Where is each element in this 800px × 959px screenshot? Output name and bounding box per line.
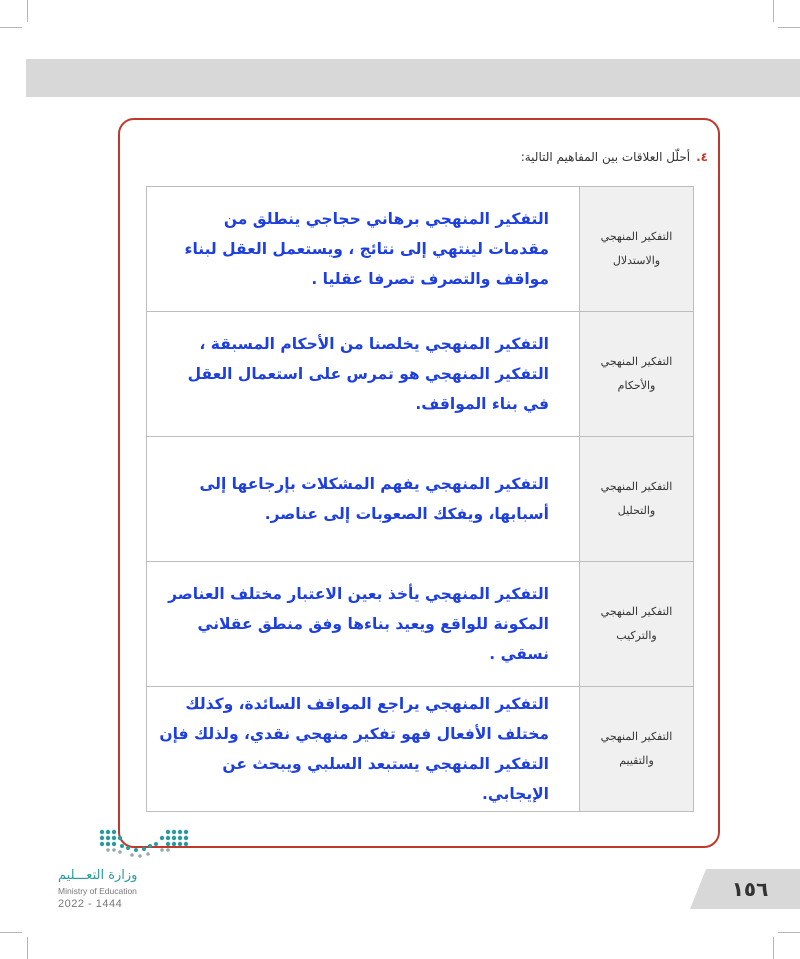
answer-cell[interactable]: التفكير المنهجي يراجع المواقف السائدة، وكذلك مختلف الأفعال فهو تفكير منهجي نقدي، ولذلك فإن التفكير المنهجي يستبعد السلبي ويبحث عن الإيجابي. [147, 687, 580, 812]
table-row [147, 562, 694, 687]
relations-table [146, 186, 694, 812]
crop-mark [0, 932, 22, 933]
concept-line: والاستدلال [612, 254, 661, 267]
concept-cell [580, 437, 694, 562]
crop-mark [778, 27, 800, 28]
crop-mark [773, 0, 774, 22]
crop-mark [27, 0, 28, 22]
concept-line: والأحكام [617, 379, 656, 392]
crop-mark [27, 937, 28, 959]
question-number: ٤. [696, 150, 708, 164]
table-row [147, 437, 694, 562]
ministry-logo-icon [52, 828, 192, 862]
question-text: أحلّل العلاقات بين المفاهيم التالية: [520, 150, 691, 164]
concept-line: والتحليل [617, 504, 656, 517]
table-row [147, 187, 694, 312]
question [521, 150, 708, 164]
concept-line: والتقييم [619, 754, 654, 767]
table-row [147, 312, 694, 437]
concept-cell [580, 562, 694, 687]
answer-cell[interactable]: التفكير المنهجي يخلصنا من الأحكام المسبقة ، التفكير المنهجي هو تمرس على استعمال العقل في بناء المواقف. [147, 312, 580, 437]
answer-cell[interactable]: التفكير المنهجي يأخذ بعين الاعتبار مختلف العناصر المكونة للواقع ويعيد بناءها وفق منطق عقلاني نسقي . [147, 562, 580, 687]
answer-cell[interactable]: التفكير المنهجي برهاني حجاجي ينطلق من مقدمات لينتهي إلى نتائج ، ويستعمل العقل لبناء مواقف والتصرف تصرفا عقليا . [147, 187, 580, 312]
concept-line: التفكير المنهجي [600, 480, 673, 493]
concept-line: التفكير المنهجي [600, 355, 673, 368]
answer-cell[interactable]: التفكير المنهجي يفهم المشكلات بإرجاعها إلى أسبابها، ويفكك الصعوبات إلى عناصر. [147, 437, 580, 562]
page-number: ١٥٦ [731, 877, 769, 901]
concept-line: التفكير المنهجي [600, 230, 673, 243]
ministry-name-en: Ministry of Education [58, 886, 137, 896]
ministry-year: 2022 - 1444 [58, 898, 123, 910]
table-row [147, 687, 694, 812]
ministry-name-ar: وزارة التعـــليم [58, 868, 138, 883]
header-band [26, 59, 800, 97]
crop-mark [773, 937, 774, 959]
concept-line: التفكير المنهجي [600, 730, 673, 743]
crop-mark [778, 932, 800, 933]
concept-cell [580, 187, 694, 312]
concept-line: التفكير المنهجي [600, 605, 673, 618]
concept-line: والتركيب [616, 629, 657, 642]
concept-cell [580, 687, 694, 812]
concept-cell [580, 312, 694, 437]
crop-mark [0, 27, 22, 28]
